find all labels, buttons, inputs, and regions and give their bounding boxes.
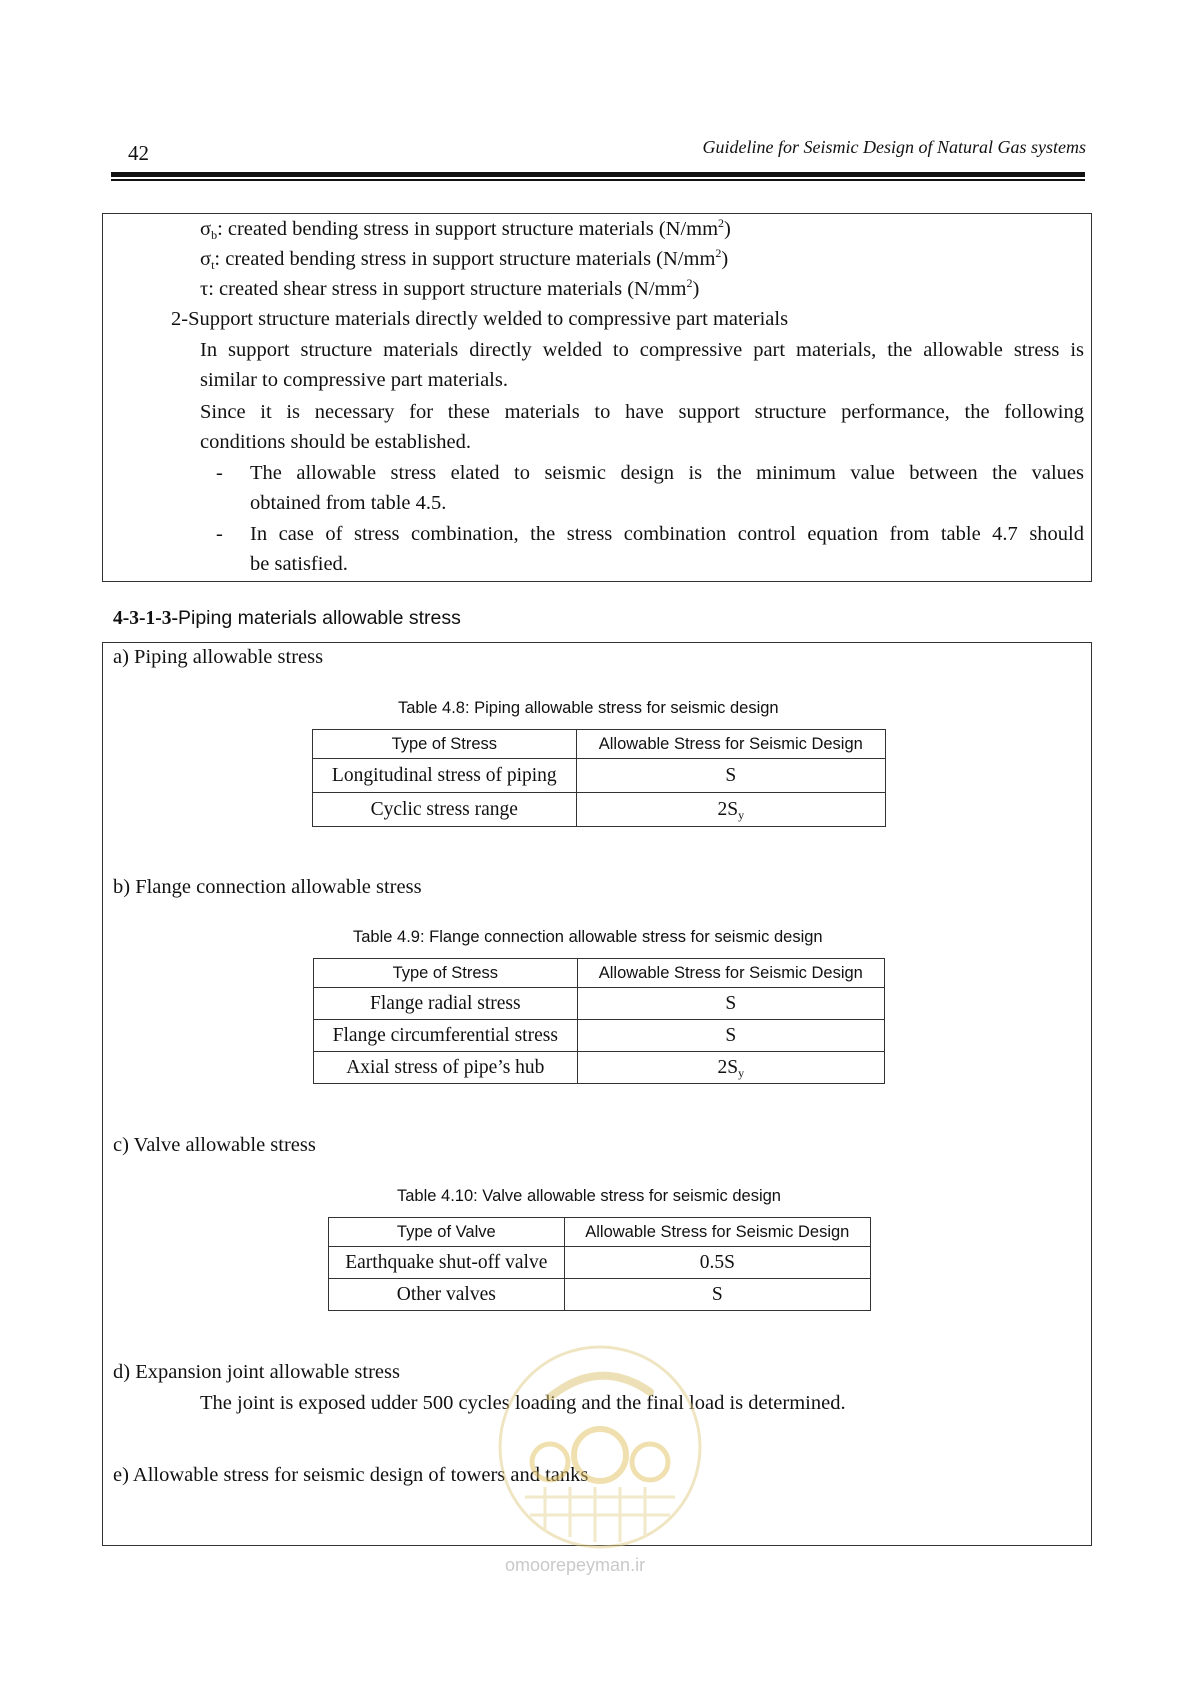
table-cell: Axial stress of pipe’s hub: [314, 1052, 578, 1084]
table-header-cell: Allowable Stress for Seismic Design: [577, 959, 884, 988]
part-b-heading: b) Flange connection allowable stress: [113, 876, 422, 898]
table-header-cell: Type of Valve: [329, 1218, 565, 1247]
table-row: [329, 1247, 871, 1279]
para1-line1: In support structure materials directly welded to compressive part materials, the allowable stress is: [200, 339, 1084, 361]
watermark-text: omoorepeyman.ir: [505, 1555, 646, 1575]
table-cell: Earthquake shut-off valve: [329, 1247, 565, 1279]
table-cell: $2S_y$: [577, 1052, 884, 1084]
table-header-row: [314, 959, 885, 988]
table-4-8-caption: Table 4.8: Piping allowable stress for seismic design: [398, 699, 779, 717]
bullet-dash: -: [216, 523, 223, 545]
bullet1-line1: The allowable stress elated to seismic design is the minimum value between the values: [250, 462, 1084, 484]
part-c-heading: c) Valve allowable stress: [113, 1134, 316, 1156]
table-cell: Flange circumferential stress: [314, 1020, 578, 1052]
table-row: [329, 1279, 871, 1311]
table-header-row: [313, 730, 886, 759]
part-a-heading: a) Piping allowable stress: [113, 646, 324, 668]
table-cell: $2S_y$: [576, 793, 885, 827]
watermark-seal: [490, 1337, 710, 1557]
table-4-8: [312, 729, 886, 827]
table-row: [314, 988, 885, 1020]
part-d-text: The joint is exposed udder 500 cycles loading and the final load is determined.: [200, 1392, 846, 1414]
table-cell: S: [564, 1279, 870, 1311]
bullet-dash: -: [216, 462, 223, 484]
table-4-10: [328, 1217, 871, 1311]
table-cell: 0.5S: [564, 1247, 870, 1279]
header-rule-thin: [111, 179, 1085, 181]
tau-definition: τ: created shear stress in support structure materials $(N/mm^2)$: [200, 276, 700, 300]
table-row: [313, 793, 886, 827]
sigma-t-definition: $\sigma_t$: created bending stress in support structure materials $(N/mm^2)$: [200, 246, 729, 272]
table-cell: Other valves: [329, 1279, 565, 1311]
table-cell: S: [577, 1020, 884, 1052]
table-cell: Flange radial stress: [314, 988, 578, 1020]
sigma-b-definition: $\sigma_b$: created bending stress in support structure materials $(N/mm^2)$: [200, 216, 731, 242]
table-cell: Longitudinal stress of piping: [313, 759, 577, 793]
para2-line1: Since it is necessary for these materials to have support structure performance, the following: [200, 401, 1084, 423]
table-4-9-caption: Table 4.9: Flange connection allowable stress for seismic design: [353, 928, 823, 946]
table-cell: S: [577, 988, 884, 1020]
section-heading: 4-3-1-3-Piping materials allowable stress: [113, 607, 461, 629]
table-row: [313, 759, 886, 793]
table-cell: Cyclic stress range: [313, 793, 577, 827]
para1-line2: similar to compressive part materials.: [200, 369, 508, 391]
running-header-title: Guideline for Seismic Design of Natural Gas systems: [702, 137, 1086, 157]
page-number: 42: [128, 141, 149, 165]
table-header-row: [329, 1218, 871, 1247]
table-row: [314, 1020, 885, 1052]
table-header-cell: Allowable Stress for Seismic Design: [576, 730, 885, 759]
part-d-heading: d) Expansion joint allowable stress: [113, 1361, 400, 1383]
bullet1-line2: obtained from table 4.5.: [250, 492, 447, 514]
item2-heading: 2-Support structure materials directly welded to compressive part materials: [171, 308, 789, 330]
part-e-heading: e) Allowable stress for seismic design of towers and tanks: [113, 1464, 589, 1486]
header-rule: [111, 172, 1085, 177]
table-header-cell: Type of Stress: [314, 959, 578, 988]
table-row: [314, 1052, 885, 1084]
table-cell: S: [576, 759, 885, 793]
bullet2-line2: be satisfied.: [250, 553, 348, 575]
table-header-cell: Type of Stress: [313, 730, 577, 759]
table-4-10-caption: Table 4.10: Valve allowable stress for seismic design: [397, 1187, 781, 1205]
para2-line2: conditions should be established.: [200, 431, 472, 453]
table-header-cell: Allowable Stress for Seismic Design: [564, 1218, 870, 1247]
bullet2-line1: In case of stress combination, the stress combination control equation from table 4.7 should: [250, 523, 1084, 545]
table-4-9: [313, 958, 885, 1084]
